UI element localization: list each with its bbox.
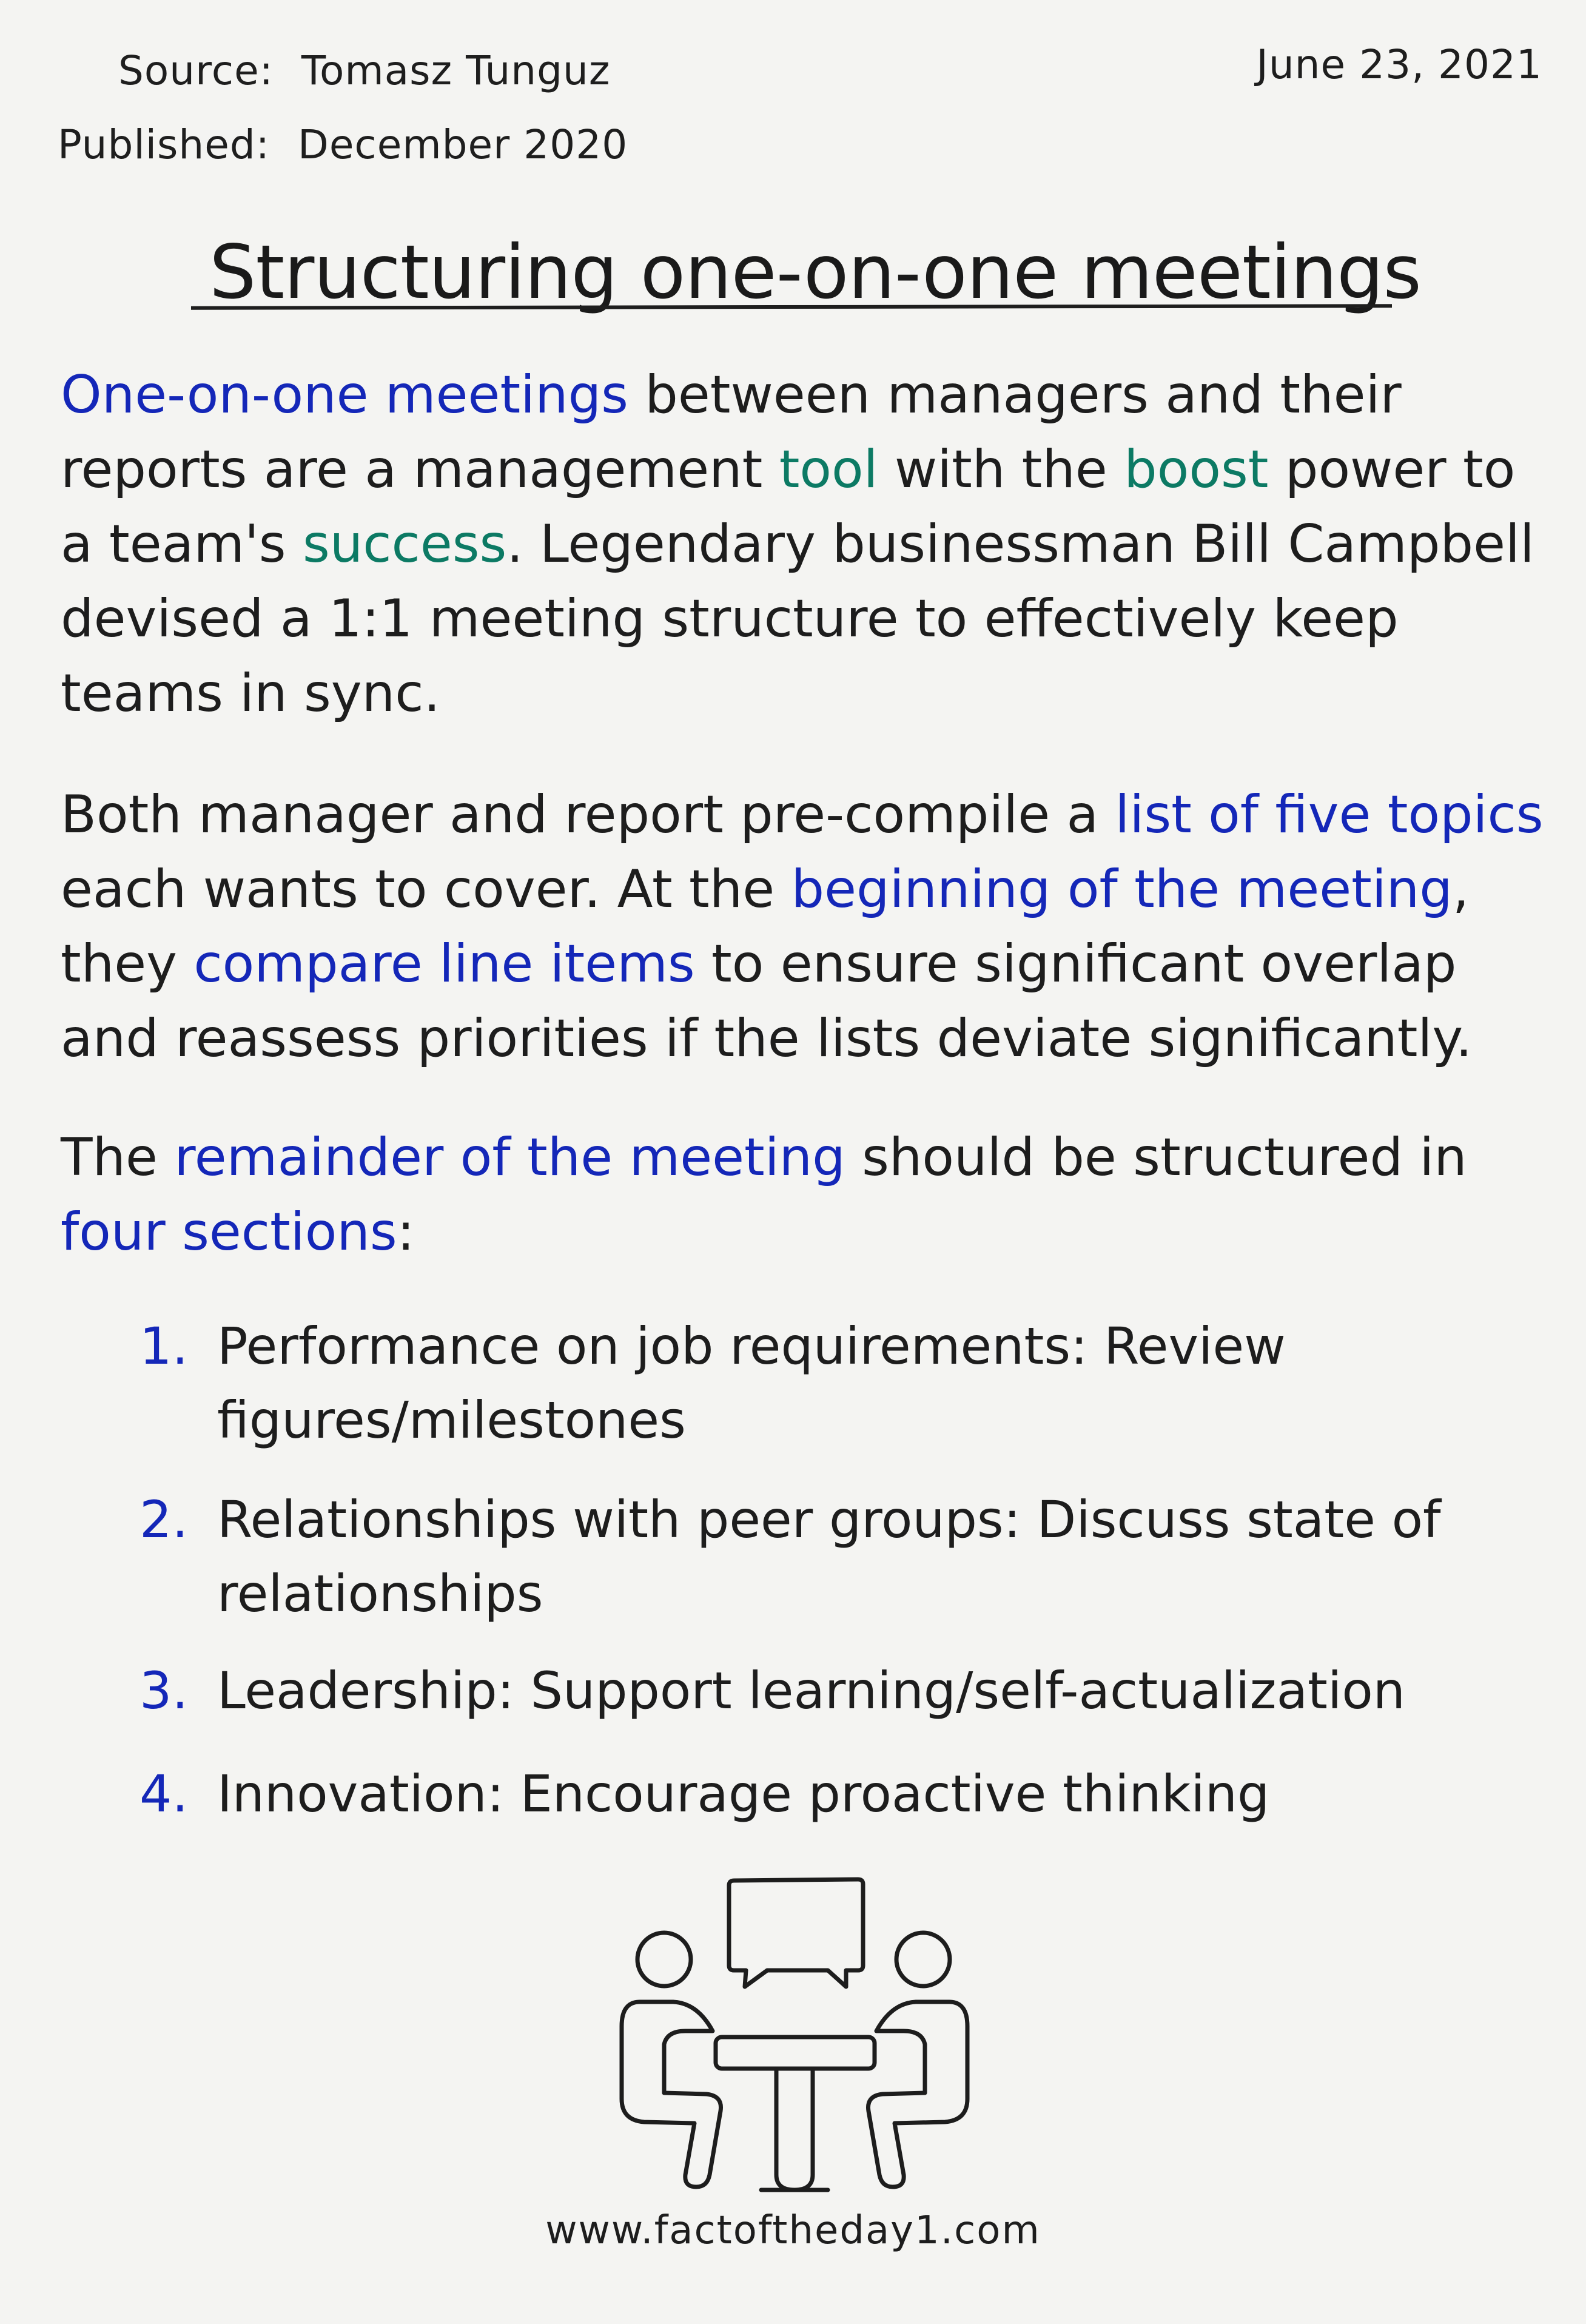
list-item — [139, 1757, 1534, 1831]
list-item-text: Relationships with peer groups: Discuss state of relationships — [217, 1490, 1441, 1623]
para3-text-b: should be structured in — [845, 1127, 1467, 1188]
para2-text-c: , they — [61, 859, 1470, 994]
table-top-icon — [716, 2037, 875, 2069]
published-value: December 2020 — [298, 121, 628, 168]
source-line — [118, 47, 610, 94]
highlight-beginning-of-meeting: beginning of the meeting — [791, 859, 1453, 920]
para2-text-b: each wants to cover. At the — [61, 859, 791, 920]
list-item — [139, 1654, 1534, 1728]
structure-paragraph — [61, 1120, 1547, 1270]
para3-text-c: : — [397, 1202, 415, 1262]
source-value: Tomasz Tunguz — [301, 47, 611, 94]
list-item — [139, 1309, 1534, 1457]
list-item-number: 3. — [139, 1661, 189, 1720]
list-item-number: 1. — [139, 1316, 189, 1376]
published-label: Published: — [58, 121, 270, 168]
list-item-text: Performance on job requirements: Review figures/milestones — [217, 1316, 1286, 1450]
published-line — [58, 121, 628, 168]
page-title: Structuring one-on-one meetings — [209, 229, 1421, 315]
highlight-remainder-of-meeting: remainder of the meeting — [174, 1127, 845, 1188]
para2-text-d: to ensure significant overlap and reassess priorities if the lists deviate significantly. — [61, 934, 1473, 1069]
website-url: www.factoftheday1.com — [545, 2208, 1041, 2253]
intro-paragraph — [61, 358, 1547, 731]
para1-text-b: with the — [878, 439, 1124, 500]
right-person-head-icon — [896, 1933, 950, 1986]
para2-text-a: Both manager and report pre-compile a — [61, 784, 1115, 845]
list-item — [139, 1483, 1534, 1631]
para1-text-d: . Legendary businessman Bill Campbell devised a 1:1 meeting structure to effectively keep teams in sync. — [61, 514, 1534, 724]
para1-text-a: between managers and their reports are a management — [61, 365, 1402, 500]
para1-text-c: power to a team's — [61, 439, 1516, 574]
highlight-success: success — [302, 514, 507, 574]
sections-list — [139, 1309, 1534, 1831]
post-date: June 23, 2021 — [1256, 41, 1542, 88]
highlight-tool: tool — [779, 439, 878, 500]
highlight-compare-line-items: compare line items — [193, 934, 695, 994]
highlight-boost: boost — [1124, 439, 1269, 500]
right-person-body-icon — [868, 2002, 967, 2187]
left-person-body-icon — [622, 2002, 721, 2187]
source-label: Source: — [118, 47, 274, 94]
speech-bubble-icon — [729, 1879, 863, 1987]
highlight-list-of-five-topics: list of five topics — [1115, 784, 1544, 845]
list-item-number: 4. — [139, 1764, 189, 1824]
two-people-meeting-icon — [607, 1862, 983, 2202]
para3-text-a: The — [61, 1127, 175, 1188]
table-leg-icon — [776, 2069, 813, 2190]
highlight-one-on-one-meetings: One-on-one meetings — [61, 365, 628, 425]
highlight-four-sections: four sections — [61, 1202, 397, 1262]
list-item-text: Leadership: Support learning/self-actualization — [217, 1661, 1405, 1720]
list-item-text: Innovation: Encourage proactive thinking — [217, 1764, 1270, 1824]
left-person-head-icon — [637, 1933, 691, 1986]
list-item-number: 2. — [139, 1490, 189, 1549]
topics-paragraph — [61, 778, 1547, 1076]
